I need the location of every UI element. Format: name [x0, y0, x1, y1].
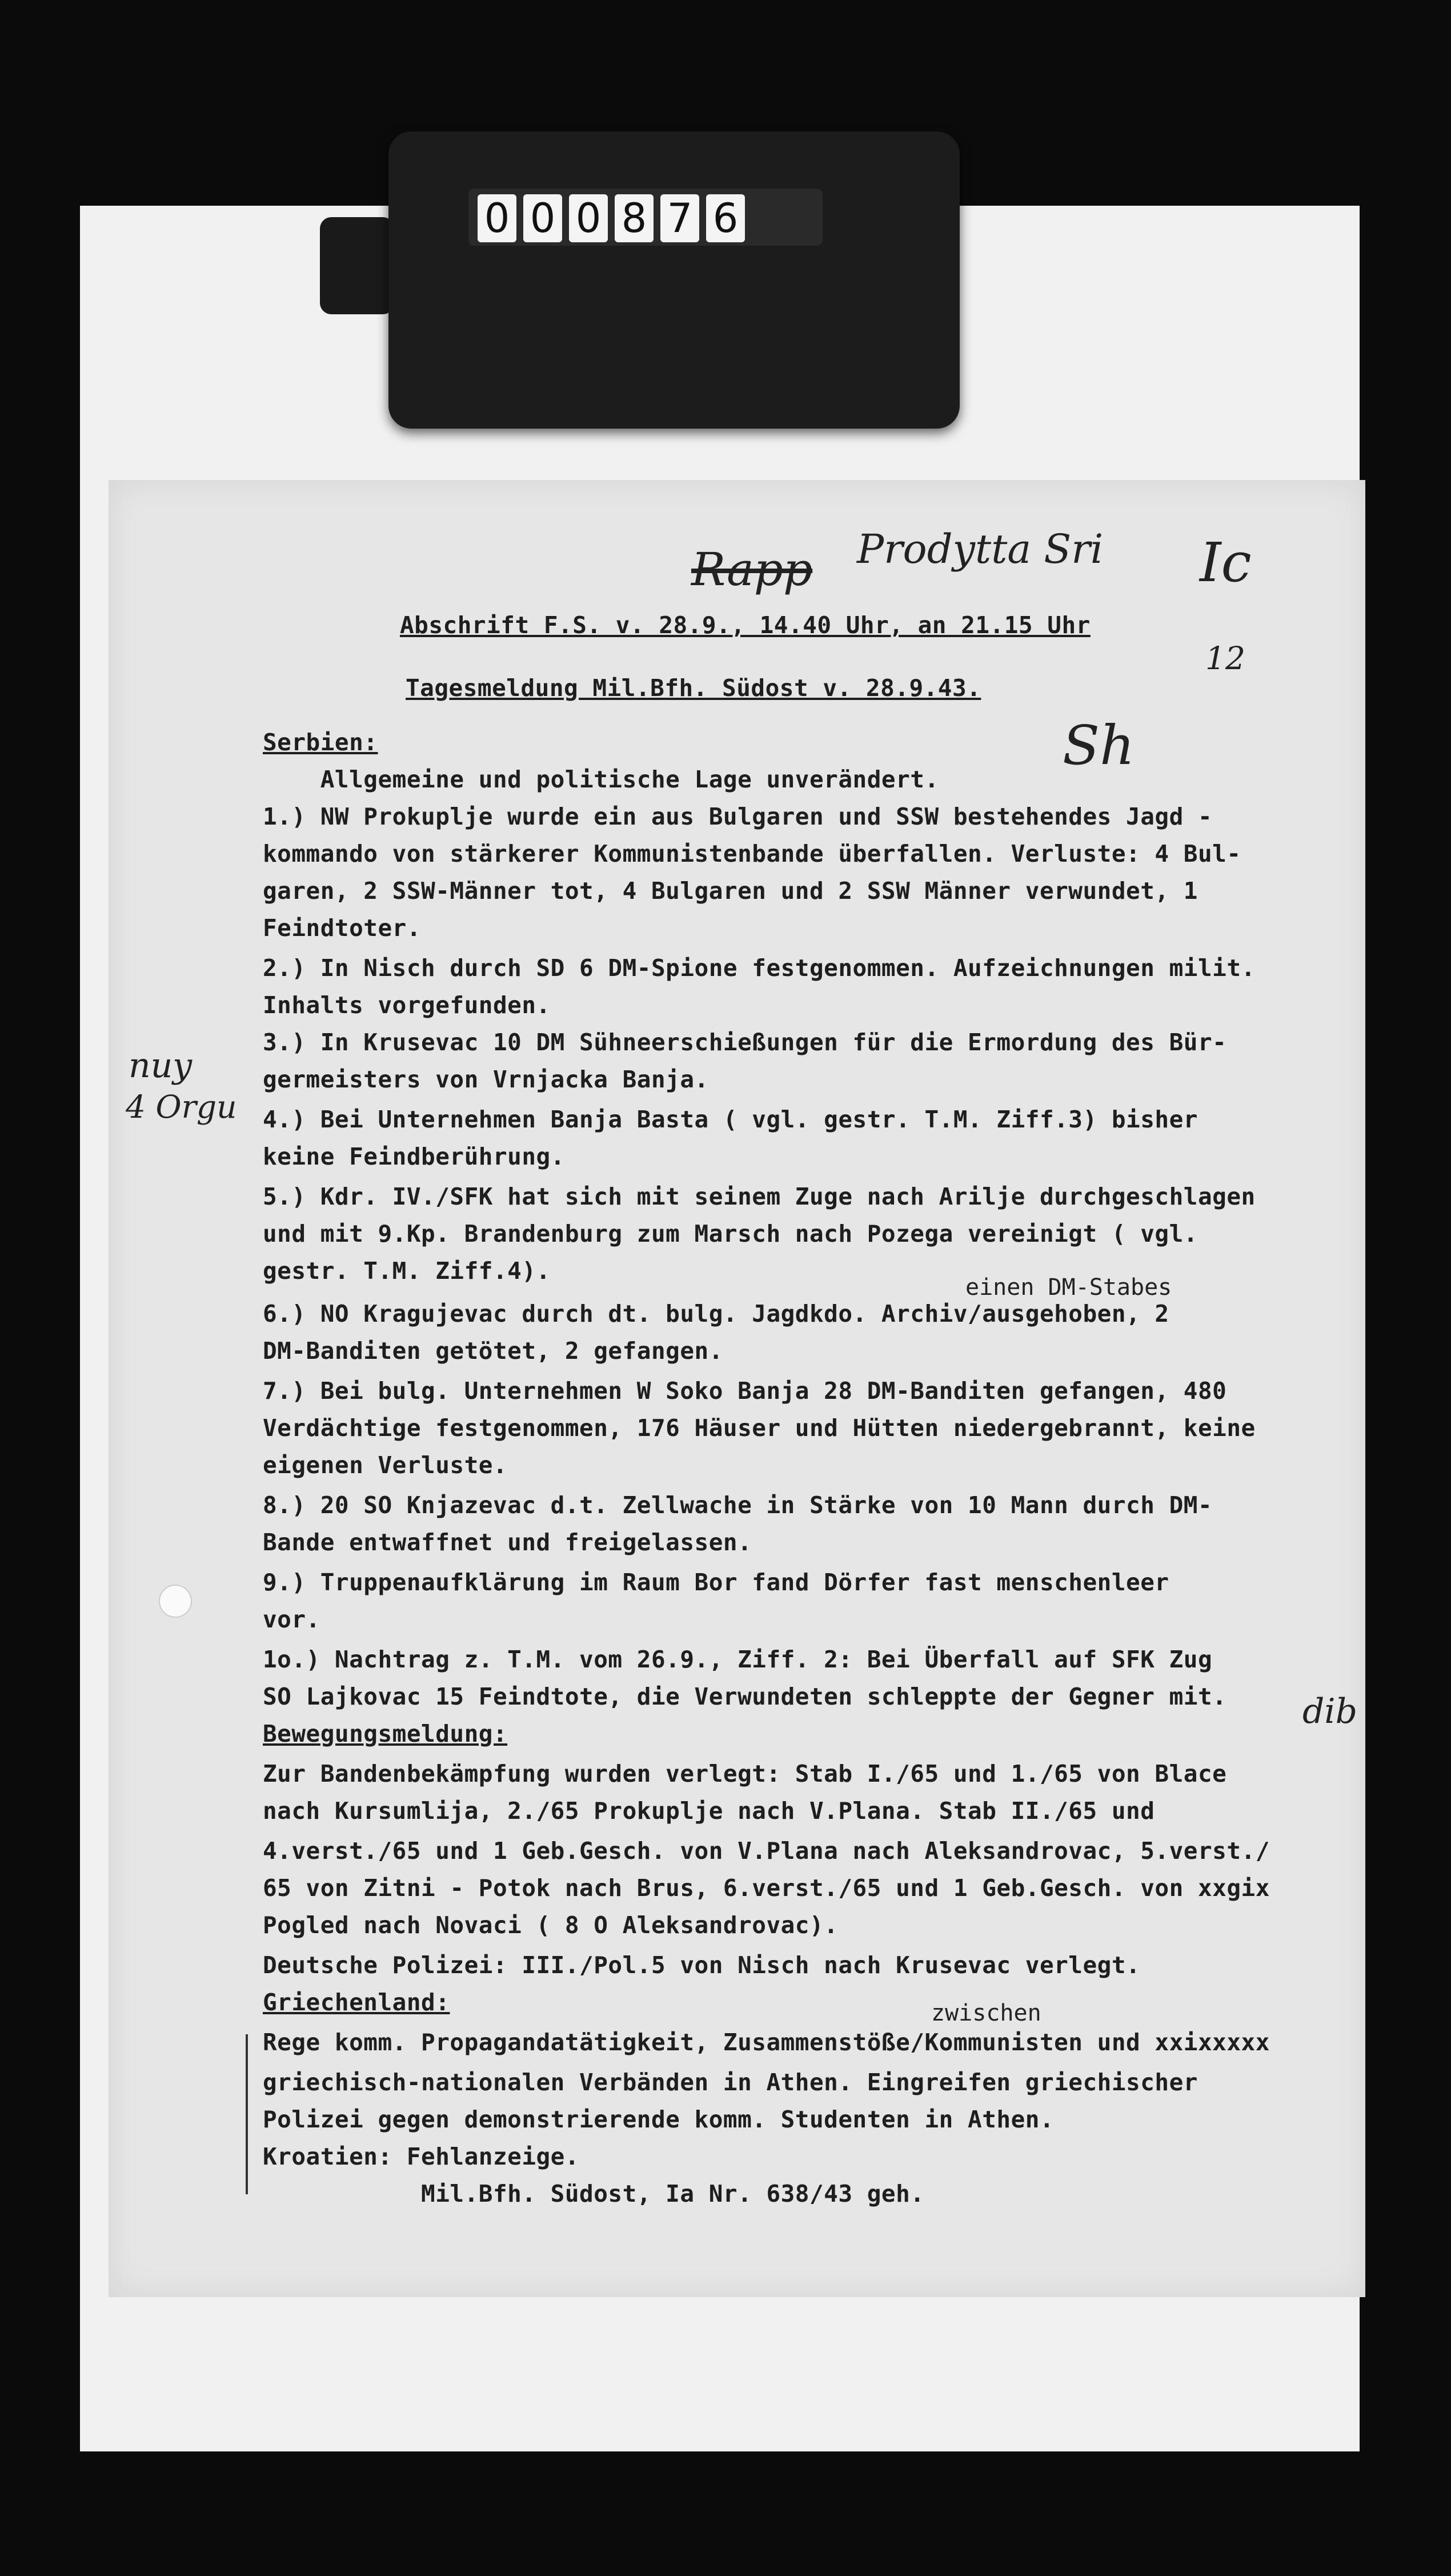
handwritten-note: Prodytta Sri	[857, 526, 1104, 573]
text-line: nach Kursumlija, 2./65 Prokuplje nach V.Plana. Stab II./65 und	[263, 1797, 1155, 1825]
text-line: 9.) Truppenaufklärung im Raum Bor fand Dörfer fast menschenleer	[263, 1569, 1169, 1596]
text-line: Polizei gegen demonstrierende komm. Studenten in Athen.	[263, 2106, 1055, 2133]
text-line: eigenen Verluste.	[263, 1451, 508, 1479]
text-line: Allgemeine und politische Lage unverändert.	[263, 766, 939, 793]
typed-insertion: einen DM-Stabes	[965, 1274, 1172, 1301]
text-line: 8.) 20 SO Knjazevac d.t. Zellwache in Stärke von 10 Mann durch DM-	[263, 1491, 1213, 1519]
margin-note: nuy	[129, 1046, 193, 1086]
margin-note: 4 Orgu	[126, 1089, 237, 1125]
handwritten-department: Ic	[1200, 531, 1252, 594]
counter-digit: 7	[660, 194, 699, 242]
text-line: Inhalts vorgefunden.	[263, 991, 551, 1019]
text-line: germeisters von Vrnjacka Banja.	[263, 1066, 709, 1093]
text-line: garen, 2 SSW-Männer tot, 4 Bulgaren und 2 SSW Männer verwundet, 1	[263, 877, 1198, 905]
text-line: Deutsche Polizei: III./Pol.5 von Nisch nach Krusevac verlegt.	[263, 1951, 1141, 1979]
typed-insertion: zwischen	[931, 2000, 1041, 2026]
text-line: SO Lajkovac 15 Feindtote, die Verwundeten schleppte der Gegner mit.	[263, 1683, 1227, 1710]
document-title: Tagesmeldung Mil.Bfh. Südost v. 28.9.43.	[406, 674, 981, 702]
counter-clip	[320, 217, 394, 314]
frame-counter-display	[468, 189, 823, 246]
text-line: vor.	[263, 1606, 320, 1633]
counter-digit: 0	[569, 194, 608, 242]
margin-bracket	[246, 2034, 256, 2194]
text-line: DM-Banditen getötet, 2 gefangen.	[263, 1337, 723, 1365]
text-line: 7.) Bei bulg. Unternehmen W Soko Banja 28 DM-Banditen gefangen, 480	[263, 1377, 1227, 1405]
text-line: 1o.) Nachtrag z. T.M. vom 26.9., Ziff. 2: Bei Überfall auf SFK Zug	[263, 1646, 1213, 1673]
frame-counter-device	[388, 131, 960, 429]
text-line: 2.) In Nisch durch SD 6 DM-Spione festgenommen. Aufzeichnungen milit.	[263, 954, 1256, 982]
text-line: 4.verst./65 und 1 Geb.Gesch. von V.Plana nach Aleksandrovac, 5.verst./	[263, 1837, 1270, 1865]
punch-hole	[159, 1585, 192, 1618]
text-line: kommando von stärkerer Kommunistenbande überfallen. Verluste: 4 Bul-	[263, 840, 1241, 867]
counter-digit: 0	[478, 194, 516, 242]
text-line: 1.) NW Prokuplje wurde ein aus Bulgaren und SSW bestehendes Jagd -	[263, 803, 1213, 830]
text-line: Rege komm. Propagandatätigkeit, Zusammenstöße/Kommunisten und xxixxxxx	[263, 2029, 1270, 2056]
text-line: gestr. T.M. Ziff.4).	[263, 1257, 551, 1285]
counter-digit: 8	[615, 194, 654, 242]
text-line: Feindtoter.	[263, 914, 422, 942]
handwritten-initials: Sh	[1063, 714, 1135, 777]
signature-line: Mil.Bfh. Südost, Ia Nr. 638/43 geh.	[263, 2180, 925, 2207]
text-line: 3.) In Krusevac 10 DM Sühneerschießungen für die Ermordung des Bür-	[263, 1029, 1227, 1056]
text-line: Bande entwaffnet und freigelassen.	[263, 1529, 752, 1556]
text-line: Verdächtige festgenommen, 176 Häuser und Hütten niedergebrannt, keine	[263, 1414, 1256, 1442]
text-line: Pogled nach Novaci ( 8 O Aleksandrovac).	[263, 1911, 839, 1939]
section-heading: Bewegungsmeldung:	[263, 1720, 508, 1747]
counter-digit: 6	[706, 194, 745, 242]
section-heading: Griechenland:	[263, 1989, 450, 2016]
text-line: 4.) Bei Unternehmen Banja Basta ( vgl. gestr. T.M. Ziff.3) bisher	[263, 1106, 1198, 1133]
section-heading: Serbien:	[263, 729, 378, 756]
text-line: 5.) Kdr. IV./SFK hat sich mit seinem Zuge nach Arilje durchgeschlagen	[263, 1183, 1256, 1210]
margin-note: dib	[1302, 1691, 1358, 1731]
text-line: 65 von Zitni - Potok nach Brus, 6.verst./65 und 1 Geb.Gesch. von xxgix	[263, 1874, 1270, 1902]
abschrift-line: Abschrift F.S. v. 28.9., 14.40 Uhr, an 21.15 Uhr	[400, 611, 1091, 639]
text-line: 6.) NO Kragujevac durch dt. bulg. Jagdkdo. Archiv/ausgehoben, 2	[263, 1300, 1169, 1327]
text-line: Kroatien: Fehlanzeige.	[263, 2143, 580, 2170]
text-line: griechisch-nationalen Verbänden in Athen. Eingreifen griechischer	[263, 2069, 1198, 2096]
handwritten-name: Rapp	[691, 543, 813, 596]
text-line: Zur Bandenbekämpfung wurden verlegt: Stab I./65 und 1./65 von Blace	[263, 1760, 1227, 1787]
counter-digit: 0	[523, 194, 562, 242]
handwritten-number: 12	[1205, 640, 1245, 677]
text-line: und mit 9.Kp. Brandenburg zum Marsch nach Pozega vereinigt ( vgl.	[263, 1220, 1198, 1247]
text-line: keine Feindberührung.	[263, 1143, 565, 1170]
